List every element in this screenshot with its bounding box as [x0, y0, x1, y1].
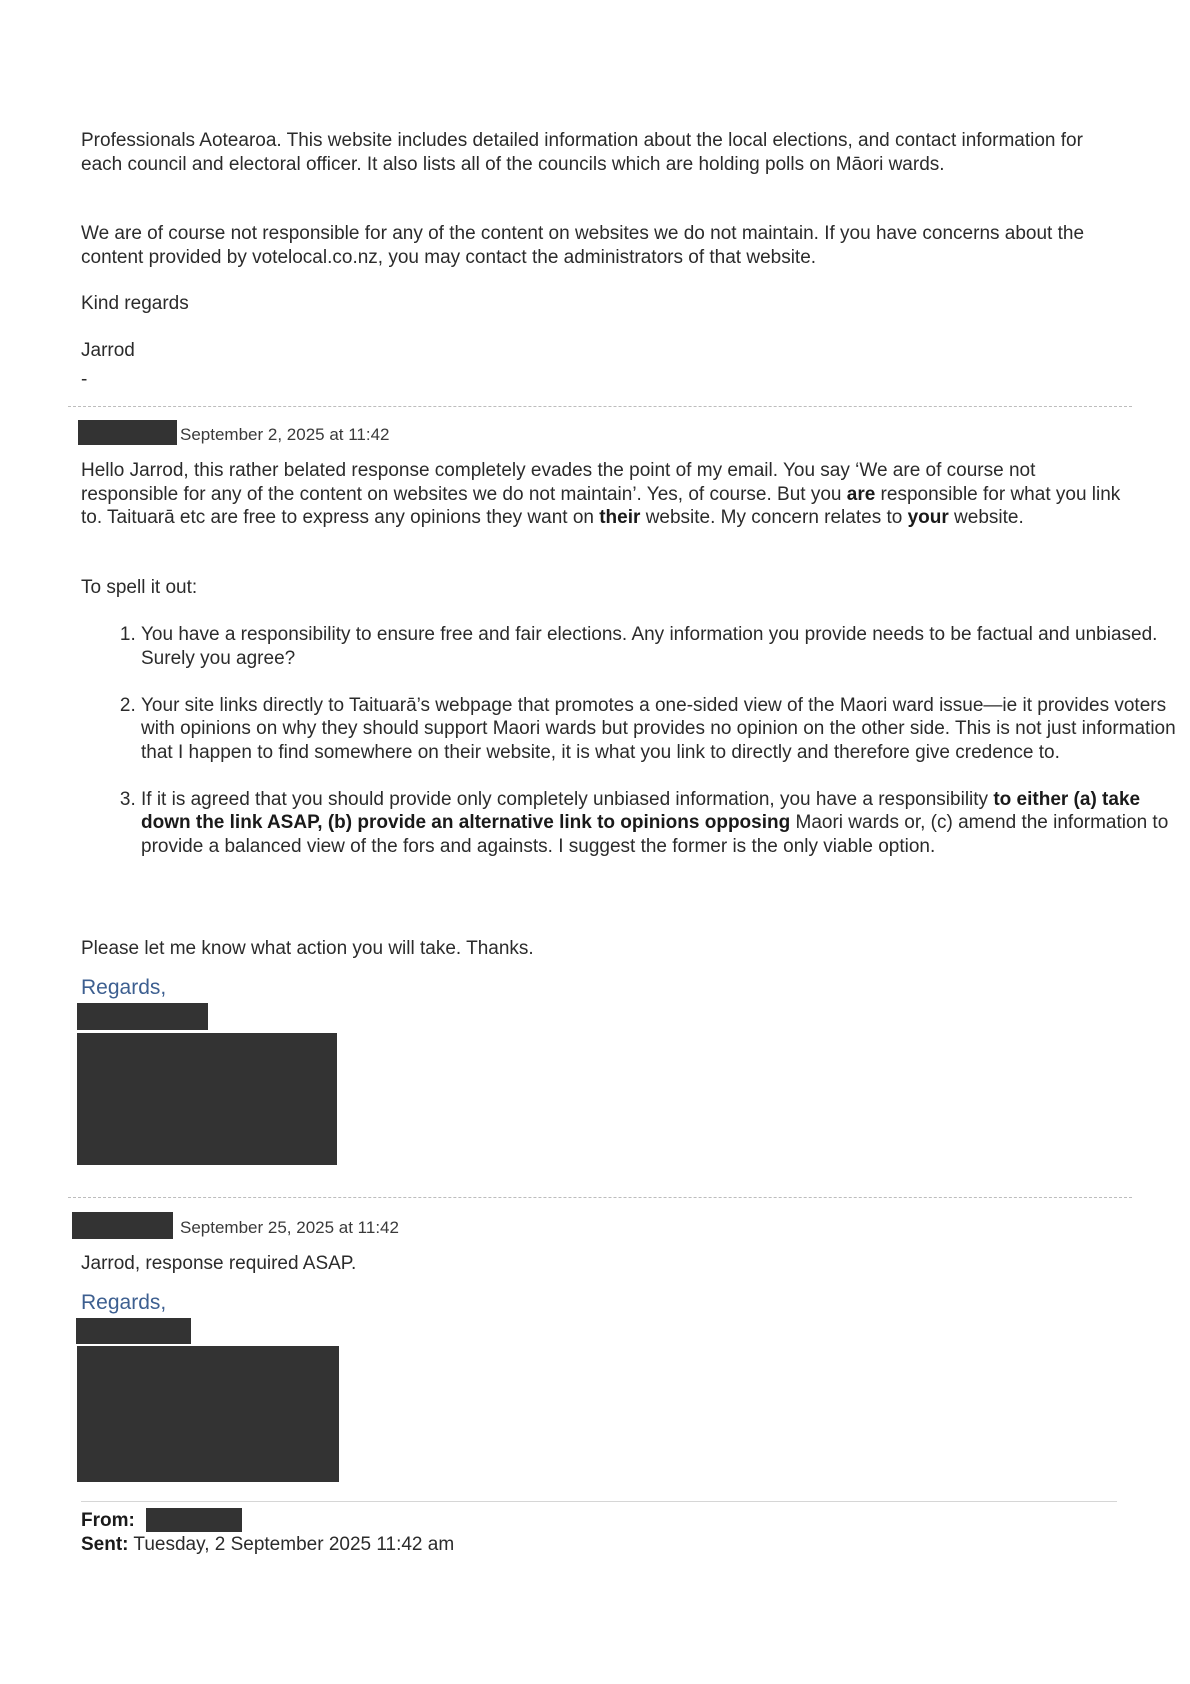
redacted-name — [76, 1318, 191, 1344]
list-item: 3. If it is agreed that you should provide only completely unbiased information, you have a responsibility to either (a) take down the link ASAP, (b) provide an alternative link to opinions opposing Maori wards or, (c) amend the information to provide a balanced view of the fors and againsts. I suggest the former is the only viable option. — [141, 788, 1181, 859]
reply-signature: Jarrod — [81, 340, 135, 361]
from-line — [81, 1509, 135, 1533]
message-closing: Please let me know what action you will take. Thanks. — [81, 938, 534, 959]
regards-line: Regards, — [81, 1291, 167, 1314]
list-item: 1. You have a responsibility to ensure free and fair elections. Any information you provide needs to be factual and unbiased. Surely you agree? — [141, 623, 1181, 670]
header-divider — [81, 1501, 1117, 1502]
reply-paragraph-1: Professionals Aotearoa. This website includes detailed information about the local elections, and contact information for each council and electoral officer. It also lists all of the councils which are holding polls on Māori wards. — [81, 130, 1083, 175]
sent-line — [81, 1533, 454, 1557]
emphasis-their: their — [599, 507, 641, 528]
emphasis-options: to either (a) take down the link ASAP, (b) provide an alternative link to opinions opposing — [141, 788, 1141, 833]
message-timestamp: September 2, 2025 at 11:42 — [180, 425, 390, 444]
sent-label: Sent: — [81, 1534, 129, 1555]
redacted-signature-block — [77, 1033, 337, 1165]
redacted-from — [146, 1508, 242, 1532]
spell-out-line: To spell it out: — [81, 577, 198, 598]
reply-closing: Kind regards — [81, 293, 189, 314]
from-label: From: — [81, 1510, 135, 1531]
emphasis-are: are — [846, 483, 876, 505]
redacted-name — [77, 1003, 208, 1030]
message-separator — [68, 406, 1132, 407]
redacted-sender — [78, 420, 177, 445]
redacted-sender — [72, 1212, 173, 1239]
points-list — [81, 623, 1181, 882]
message-body: Jarrod, response required ASAP. — [81, 1253, 357, 1274]
reply-paragraph-2: We are of course not responsible for any of the content on websites we do not maintain. If you have concerns about the content provided by votelocal.co.nz, you may contact the administrators of that website. — [81, 223, 1085, 268]
message-separator — [68, 1197, 1132, 1198]
redacted-signature-block — [77, 1346, 339, 1482]
message-intro: Hello Jarrod, this rather belated response completely evades the point of my email. You say ‘We are of course not responsible for any of the content on websites we do not maintain’. Yes, of course. But you are responsible for what you link to. Taituarā etc are free to express any opinions they want on their website. My concern relates to your website. — [81, 460, 1121, 528]
message-timestamp: September 25, 2025 at 11:42 — [180, 1218, 399, 1237]
list-item: 2. Your site links directly to Taituarā’s webpage that promotes a one-sided view of the Maori ward issue—ie it provides voters with opinions on why they should support Maori wards but provides no opinion on the other side. This is not just information that I happen to find somewhere on their website, it is what you link to directly and therefore give credence to. — [141, 694, 1181, 765]
emphasis-your: your — [907, 507, 949, 528]
sent-value: Tuesday, 2 September 2025 11:42 am — [128, 1534, 455, 1555]
reply-dash: - — [81, 369, 88, 390]
regards-line: Regards, — [81, 976, 167, 999]
